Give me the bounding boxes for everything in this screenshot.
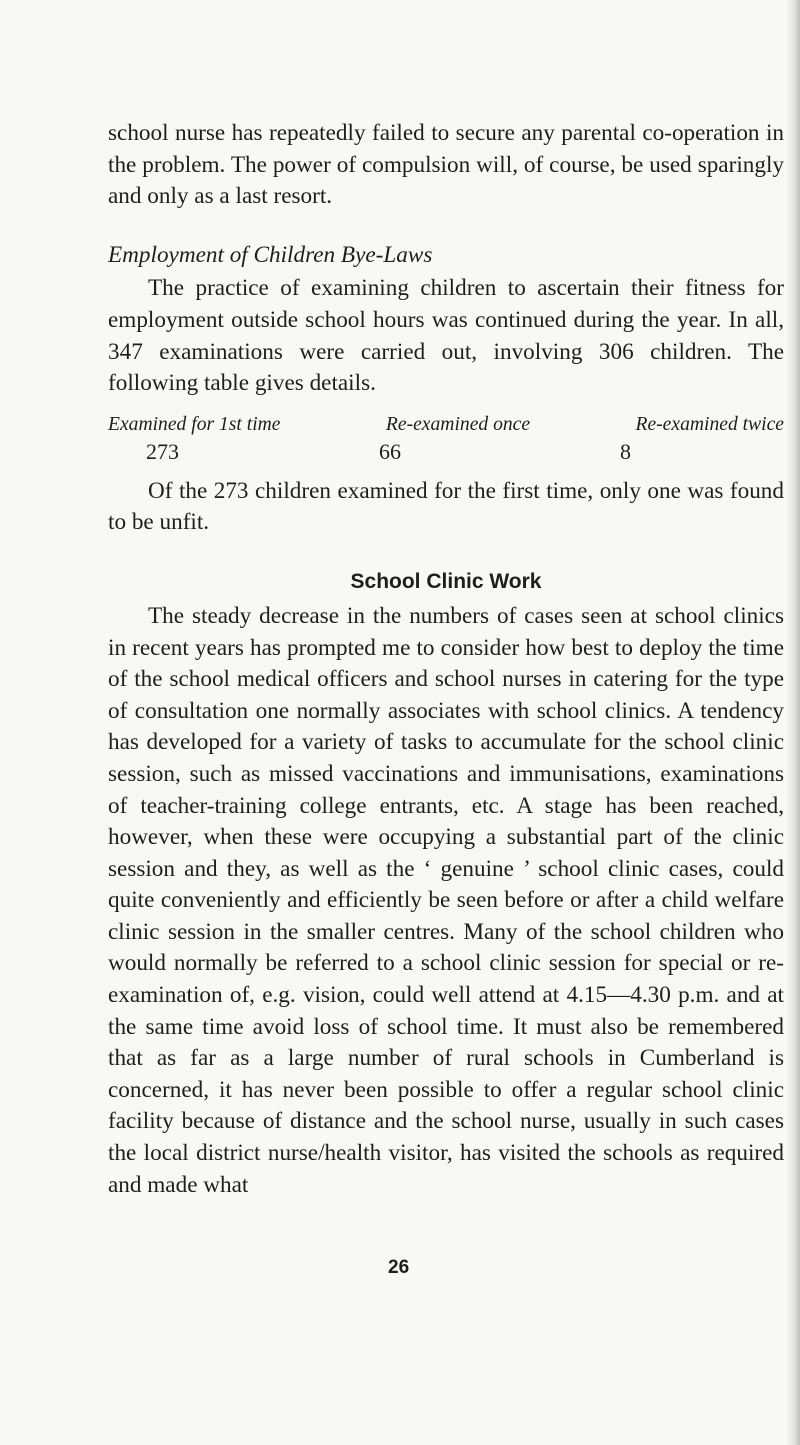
table-header-re-examined-twice: Re-examined twice [635, 413, 784, 435]
employment-section [108, 240, 784, 539]
table-value-re-examined-once: 66 [379, 438, 401, 464]
table-value-first-time: 273 [146, 438, 179, 464]
table-header-first-time: Examined for 1st time [108, 413, 281, 435]
clinic-heading: School Clinic Work [350, 569, 542, 593]
document-body [108, 118, 784, 1201]
after-table-paragraph: Of the 273 children examined for the first time, only one was found to be unfit. [108, 477, 784, 536]
clinic-paragraph: The steady decrease in the numbers of cases seen at school clinics in recent years has prompted me to consider how best to deploy the time of the school medical officers and school nurses in catering for the type of consultation one normally associates with school clinics. A tendency has developed for a variety of tasks to accumulate for the school clinic session, such as missed vaccinations and immunisations, examinations of teacher-training college entrants, etc. A stage has been reached, however, when these were occupying a substantial part of the clinic session and they, as well as the ‘ genuine ’ school clinic cases, could quite conveniently and efficiently be seen before or after a child welfare clinic session in the smaller centres. Many of the school children who would normally be referred to a school clinic session for special or re-examination of, e.g. vision, could well attend at 4.15—4.30 p.m. and at the same time avoid loss of school time. It must also be remembered that as far as a large number of rural schools in Cumberland is concerned, it has never been possible to offer a regular school clinic facility because of distance and the school nurse, usually in such cases the local district nurse/health visitor, has visited the schools as required and made what [108, 602, 784, 1198]
intro-paragraph: school nurse has repeatedly failed to secure any parental co-operation in the problem. The power of compulsion will, of course, be used sparingly and only as a last resort. [108, 120, 784, 210]
examination-table-row [108, 438, 784, 466]
table-value-re-examined-twice: 8 [620, 438, 631, 464]
examination-table-header [108, 412, 784, 438]
clinic-section [108, 567, 784, 1201]
employment-paragraph: The practice of examining children to ascertain their fitness for employment outside school hours was continued during the year. In all, 347 examinations were carried out, involving 306 children. The following table gives details. [108, 275, 784, 397]
table-header-re-examined-once: Re-examined once [385, 413, 531, 435]
page-number: 26 [388, 1257, 410, 1278]
page-edge-shadow [786, 0, 800, 1445]
employment-heading: Employment of Children Bye-Laws [108, 241, 433, 268]
